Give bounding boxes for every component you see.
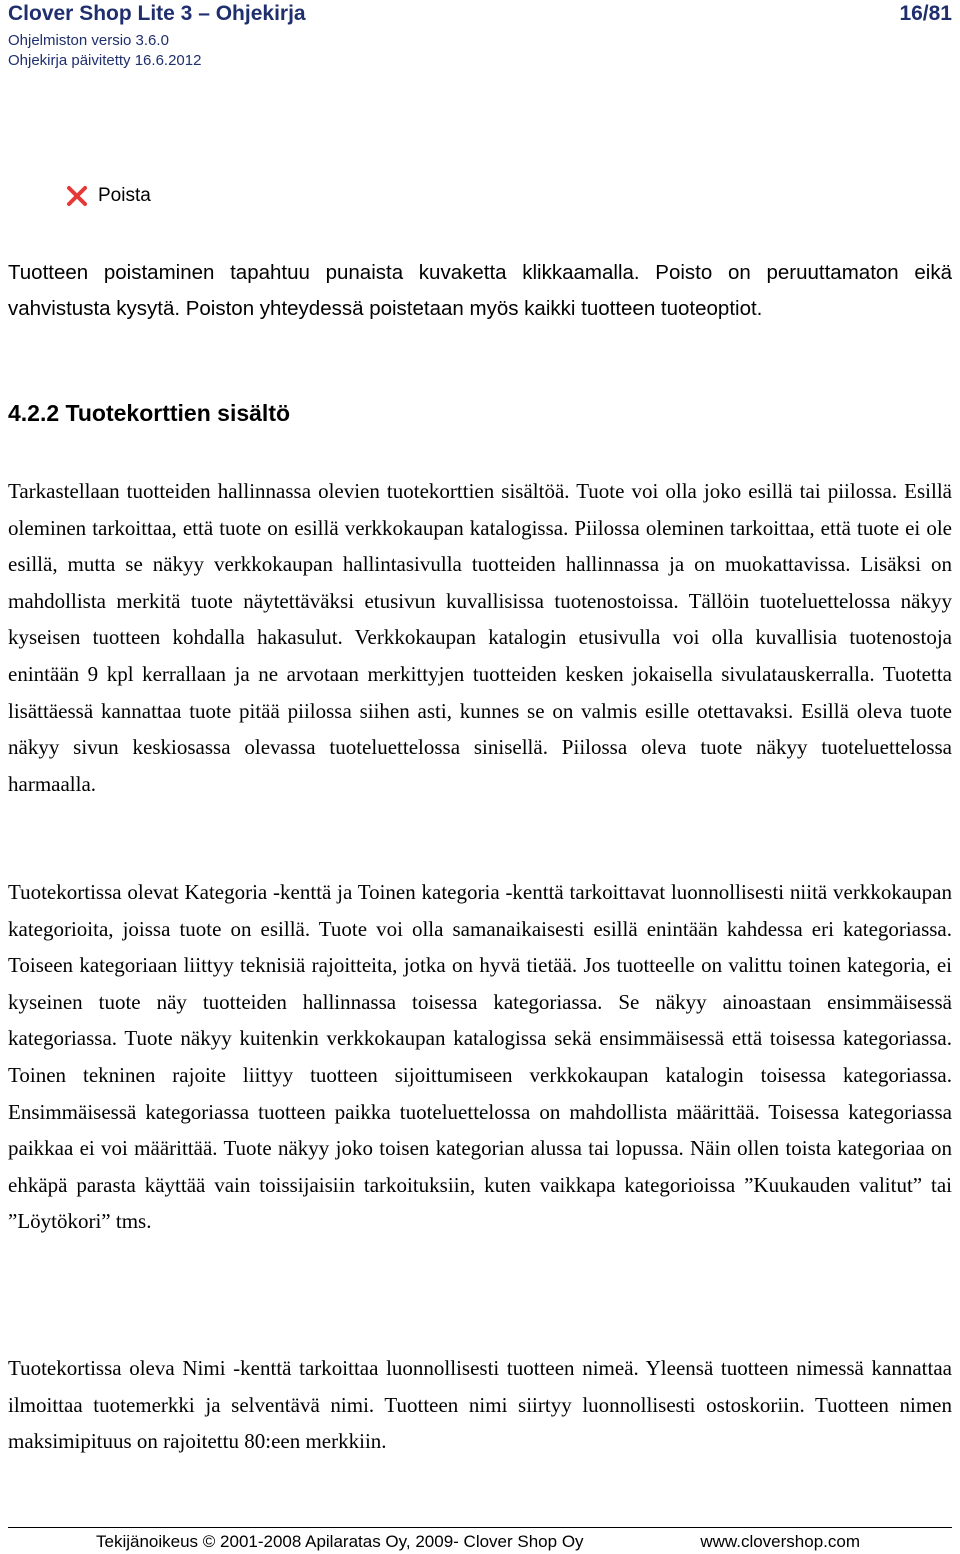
manual-updated-date: Ohjekirja päivitetty 16.6.2012 [8,52,202,69]
section-heading: 4.2.2 Tuotekorttien sisältö [8,400,291,426]
delete-x-icon [66,185,88,207]
footer-copyright: Tekijänoikeus © 2001-2008 Apilaratas Oy, 2009- Clover Shop Oy [96,1532,584,1551]
footer-website-link[interactable]: www.clovershop.com [700,1532,860,1551]
delete-info-paragraph: Tuotteen poistaminen tapahtuu punaista kuvaketta klikkaamalla. Poisto on peruuttamaton eikä vahvistusta kysytä. Poiston yhteydessä poistetaan myös kaikki tuotteen tuoteoptiot. [8,261,952,320]
name-field-paragraph: Tuotekortissa oleva Nimi -kenttä tarkoittaa luonnollisesti tuotteen nimeä. Yleensä tuotteen nimessä kannattaa ilmoittaa tuotemerkki ja selventävä nimi. Tuotteen nimi siirtyy luonnollisesti ostoskoriin. Tuotteen nimen maksimipituus on rajoitettu 80:een merkkiin. [8,1356,952,1454]
delete-label: Poista [98,185,151,206]
categories-paragraph: Tuotekortissa olevat Kategoria -kenttä ja Toinen kategoria -kenttä tarkoittavat luonnollisesti niitä verkkokaupan kategorioita, joissa tuote on esillä. Tuote voi olla samanaikaisesti esillä enintään kahdessa eri kategoriassa. Toiseen kategoriaan liittyy teknisiä rajoitteita, jotka on hyvä tietää. Jos tuotteelle on valittu toinen kategoria, ei kyseinen tuote näy tuotteiden hallinnassa toisessa kategoriassa. Se näkyy ainoastaan ensimmäisessä kategoriassa. Tuote näkyy kuitenkin verkkokaupan katalogissa sekä ensimmäisessä että toisessa kategoriassa. Toinen tekninen rajoite liittyy tuotteen sijoittumiseen verkkokaupan katalogin toisessa kategoriassa. Ensimmäisessä kategoriassa tuotteen paikka tuoteluettelossa on mahdollista määrittää. Toisessa kategoriassa paikkaa ei voi määrittää. Tuote näkyy joko toisen kategorian alussa tai lopussa. Näin ollen toista kategoriaa on ehkäpä parasta käyttää vain toissijaisiin tarkoituksiin, kuten vaikkapa kategorioissa ”Kuukauden valitut” tai ”Löytökori” tms. [8,880,952,1234]
delete-button-example [66,185,151,207]
software-version: Ohjelmiston versio 3.6.0 [8,32,169,49]
visibility-paragraph: Tarkastellaan tuotteiden hallinnassa olevien tuotekorttien sisältöä. Tuote voi olla joko esillä tai piilossa. Esillä oleminen tarkoittaa, että tuote on esillä verkkokaupan katalogissa. Piilossa oleminen tarkoittaa, että tuote ei ole esillä, mutta se näkyy verkkokaupan hallintasivulla tuotteiden hallinnassa ja on muokattavissa. Lisäksi on mahdollista merkitä tuote näytettäväksi etusivun kuvallisissa tuotenostoissa. Tällöin tuoteluettelossa näkyy kyseisen tuotteen kohdalla hakasulut. Verkkokaupan katalogin etusivulla voi olla kuvallisia tuotenostoja enintään 9 kpl kerrallaan ja ne arvotaan merkittyjen tuotteiden kesken jokaisella sivulatauskerralla. Tuotetta lisättäessä kannattaa tuote pitää piilossa siihen asti, kunnes se on valmis esille otettavaksi. Esillä oleva tuote näkyy sivun keskiosassa olevassa tuoteluettelossa sinisellä. Piilossa oleva tuote näkyy tuoteluettelossa harmaalla. [8,479,952,796]
page-number: 16/81 [899,2,952,25]
header-title: Clover Shop Lite 3 – Ohjekirja [8,2,306,25]
footer-divider [8,1527,952,1528]
